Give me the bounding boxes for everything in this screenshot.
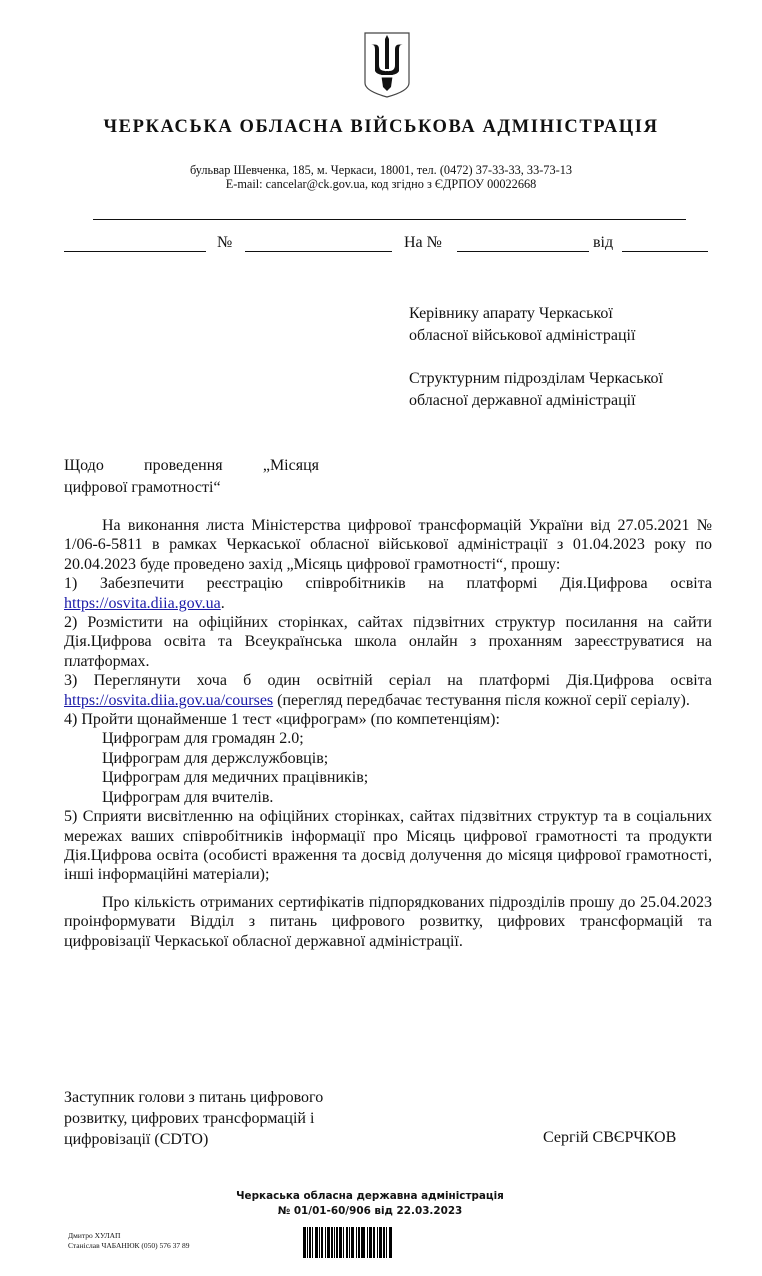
- final-paragraph: Про кількість отриманих сертифікатів підпорядкованих підрозділів прошу до 25.04.2023 проінформувати Відділ з питань цифрового розвитку, цифрових трансформацій та цифровізації Черкаської обласної державної адміністрації.: [64, 893, 712, 950]
- ukraine-trident-icon: [363, 31, 411, 99]
- letter-body: [64, 516, 712, 951]
- position-line: розвитку, цифрових трансформацій і: [64, 1110, 315, 1127]
- barcode-bar: [334, 1227, 335, 1258]
- item-text: 1) Забезпечити реєстрацію співробітників на платформі Дія.Цифрова освіта: [64, 575, 712, 593]
- barcode-bar: [325, 1227, 326, 1258]
- barcode-bar: [321, 1227, 323, 1258]
- item-text: .: [220, 594, 225, 612]
- barcode-icon: [303, 1227, 431, 1258]
- barcode-bar: [383, 1227, 385, 1258]
- barcode-bar: [319, 1227, 320, 1258]
- barcode-bar: [309, 1227, 311, 1258]
- organization-contacts: E-mail: cancelar@ck.gov.ua, код згідно з ЄДРПОУ 00022668: [225, 177, 537, 191]
- barcode-bar: [361, 1227, 365, 1258]
- subject-word: Щодо: [64, 457, 104, 474]
- date-label: від: [593, 234, 614, 251]
- reply-to-label: На №: [404, 234, 442, 251]
- sub-item: Цифрограм для вчителів.: [102, 788, 274, 806]
- barcode-bar: [367, 1227, 368, 1258]
- barcode-bar: [358, 1227, 360, 1258]
- addressee-line: обласної військової адміністрації: [409, 327, 636, 344]
- list-item-1: [64, 574, 712, 613]
- barcode-bar: [356, 1227, 357, 1258]
- subject-line: цифрової грамотності“: [64, 479, 221, 496]
- barcode-bar: [379, 1227, 382, 1258]
- header-divider: [93, 219, 686, 220]
- barcode-bar: [307, 1227, 308, 1258]
- list-item-2: 2) Розмістити на офіційних сторінках, сайтах підзвітних структур посилання на сайти Дія.Цифрова освіта та Всеукраїнська школа онлайн з проханням зареєструватися на платформах.: [64, 614, 712, 670]
- barcode-bar: [339, 1227, 342, 1258]
- sub-item: Цифрограм для держслужбовців;: [102, 749, 329, 767]
- position-line: цифровізації (CDTO): [64, 1131, 209, 1148]
- barcode-bar: [331, 1227, 333, 1258]
- executor-name: Дмитро ХУЛАП: [68, 1231, 121, 1240]
- barcode-bar: [343, 1227, 344, 1258]
- barcode-bar: [346, 1227, 348, 1258]
- signatory-name: Сергій СВЄРЧКОВ: [543, 1129, 677, 1146]
- executor-name: Станіслав ЧАБАНЮК (050) 576 37 89: [68, 1241, 190, 1250]
- barcode-bar: [349, 1227, 350, 1258]
- organization-title: ЧЕРКАСЬКА ОБЛАСНА ВІЙСЬКОВА АДМІНІСТРАЦІЯ: [103, 117, 659, 137]
- item-text: (перегляд передбачає тестування після кожної серії серіалу).: [273, 691, 690, 709]
- addressee-line: Керівнику апарату Черкаської: [409, 305, 613, 322]
- addressee-line: Структурним підрозділам Черкаської: [409, 370, 663, 387]
- subject-word: „Місяця: [262, 457, 319, 474]
- sub-item: Цифрограм для громадян 2.0;: [102, 730, 304, 748]
- list-item-4: 4) Пройти щонайменше 1 тест «цифрограм» (по компетенціям):: [64, 711, 500, 729]
- number-sign-label: №: [217, 234, 233, 251]
- subject-word: проведення: [144, 457, 223, 474]
- barcode-bar: [336, 1227, 338, 1258]
- barcode-bar: [386, 1227, 387, 1258]
- outgoing-date-blank: [64, 251, 206, 252]
- courses-link[interactable]: https://osvita.diia.gov.ua/courses: [64, 691, 274, 709]
- barcode-bar: [373, 1227, 375, 1258]
- addressee-1: [409, 303, 635, 347]
- signatory-position: [64, 1087, 323, 1150]
- barcode-bar: [351, 1227, 354, 1258]
- organization-address: бульвар Шевченка, 185, м. Черкаси, 18001, тел. (0472) 37-33-33, 33-73-13: [189, 163, 572, 177]
- addressee-line: обласної державної адміністрації: [409, 392, 636, 409]
- barcode-bar: [369, 1227, 372, 1258]
- sub-item: Цифрограм для медичних працівників;: [102, 769, 369, 787]
- barcode-bar: [303, 1227, 306, 1258]
- executors: [68, 1231, 190, 1251]
- position-line: Заступник голови з питань цифрового: [64, 1089, 324, 1106]
- subject: [64, 455, 319, 499]
- osvita-link[interactable]: https://osvita.diia.gov.ua: [64, 594, 221, 612]
- intro-paragraph: На виконання листа Міністерства цифрової трансформацій України від 27.05.2021 № 1/06-6-5811 в рамках Черкаської обласної військової адміністрації з 01.04.2023 року по 20.04.2023 буде проведено захід „Місяць цифрової грамотності“, прошу:: [64, 517, 712, 573]
- barcode-bar: [315, 1227, 318, 1258]
- registration-line: [64, 234, 709, 256]
- item-text: 3) Переглянути хоча б один освітній серіал на платформі Дія.Цифрова освіта: [64, 672, 712, 690]
- barcode-bar: [389, 1227, 392, 1258]
- reply-date-blank: [622, 251, 708, 252]
- stamp-organization: Черкаська обласна державна адміністрація: [236, 1190, 504, 1202]
- addressee-2: [409, 368, 663, 412]
- list-item-5: 5) Сприяти висвітленню на офіційних сторінках, сайтах підзвітних структур та в соціальних мережах ваших співробітників інформації про Місяць цифрової грамотності та продукти Дія.Цифрова освіта (особисті враження та досвід долучення до місяця цифрової грамотності, інші інформаційні матеріали);: [64, 808, 712, 884]
- barcode-bar: [312, 1227, 313, 1258]
- stamp-number: № 01/01-60/906 від 22.03.2023: [277, 1205, 463, 1217]
- reply-number-blank: [457, 251, 589, 252]
- registration-stamp: [230, 1189, 510, 1219]
- outgoing-number-blank: [245, 251, 392, 252]
- barcode-bar: [327, 1227, 330, 1258]
- list-item-3: [64, 671, 712, 710]
- barcode-bar: [377, 1227, 378, 1258]
